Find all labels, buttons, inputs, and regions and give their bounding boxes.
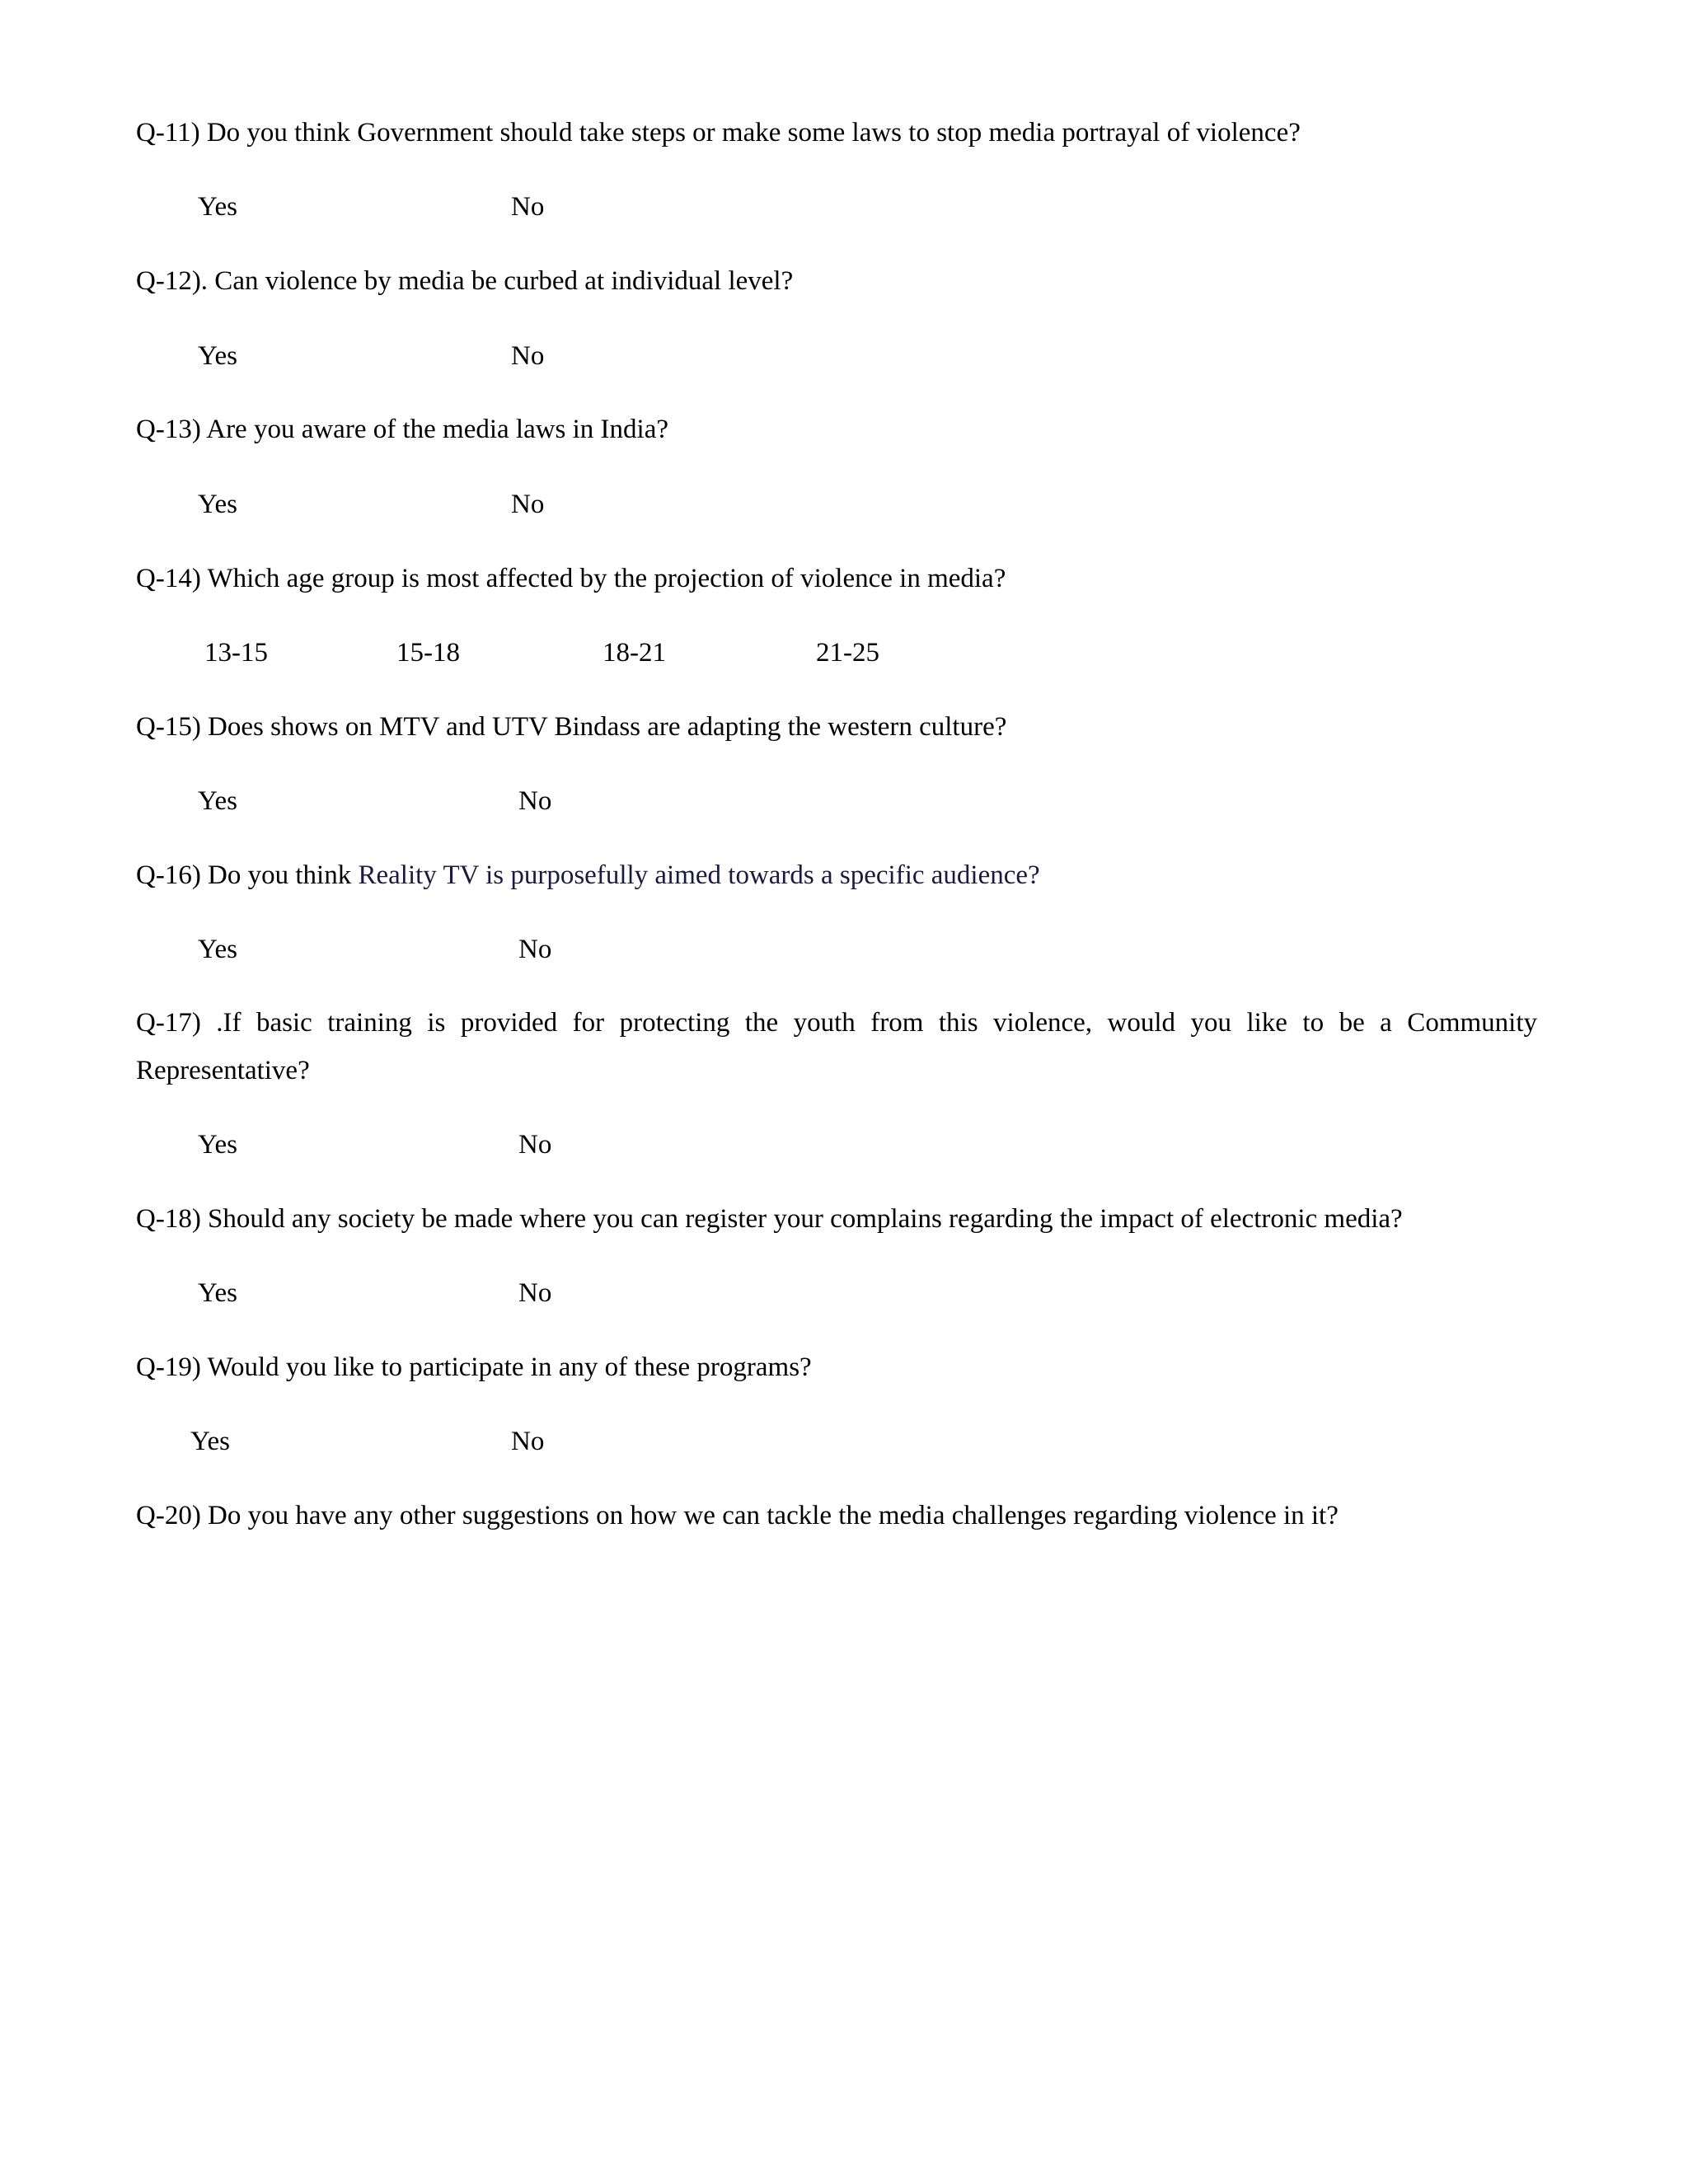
q19-option-no[interactable]: No bbox=[511, 1427, 545, 1456]
question-16-text-b: Reality TV is purposefully aimed towards a specific audience? bbox=[358, 860, 1040, 890]
q15-option-yes[interactable]: Yes bbox=[198, 786, 238, 816]
question-18: Q-18) Should any society be made where you can register your complains regarding the impact of electronic media? bbox=[136, 1204, 1403, 1234]
question-15: Q-15) Does shows on MTV and UTV Bindass are adapting the western culture? bbox=[136, 712, 1007, 742]
question-11: Q-11) Do you think Government should take steps or make some laws to stop media portrayal of violence? bbox=[136, 118, 1301, 148]
q18-option-yes[interactable]: Yes bbox=[198, 1278, 238, 1308]
q19-option-yes[interactable]: Yes bbox=[190, 1427, 231, 1456]
question-16 bbox=[136, 857, 1040, 893]
q12-option-no[interactable]: No bbox=[511, 341, 545, 371]
q11-option-no[interactable]: No bbox=[511, 192, 545, 222]
q11-option-yes[interactable]: Yes bbox=[198, 192, 238, 222]
question-13: Q-13) Are you aware of the media laws in India? bbox=[136, 415, 669, 444]
question-17-line-2: Representative? bbox=[136, 1056, 310, 1085]
q16-option-yes[interactable]: Yes bbox=[198, 935, 238, 964]
question-19: Q-19) Would you like to participate in any of these programs? bbox=[136, 1352, 812, 1382]
question-16-text-a: Q-16) Do you think bbox=[136, 860, 359, 890]
q18-option-no[interactable]: No bbox=[518, 1278, 552, 1308]
question-17-line-1: Q-17) .If basic training is provided for protecting the youth from this violence, would you like to be a Community bbox=[136, 1008, 1537, 1038]
q14-option-15-18[interactable]: 15-18 bbox=[396, 638, 460, 668]
q13-option-no[interactable]: No bbox=[511, 490, 545, 519]
q14-option-18-21[interactable]: 18-21 bbox=[603, 638, 666, 668]
q16-option-no[interactable]: No bbox=[518, 935, 552, 964]
q17-option-no[interactable]: No bbox=[518, 1130, 552, 1160]
question-12: Q-12). Can violence by media be curbed at individual level? bbox=[136, 266, 794, 296]
q14-option-13-15[interactable]: 13-15 bbox=[204, 638, 268, 668]
q13-option-yes[interactable]: Yes bbox=[198, 490, 238, 519]
q15-option-no[interactable]: No bbox=[518, 786, 552, 816]
question-20: Q-20) Do you have any other suggestions on how we can tackle the media challenges regarding violence in it? bbox=[136, 1501, 1339, 1530]
question-17 bbox=[136, 999, 1537, 1094]
q14-option-21-25[interactable]: 21-25 bbox=[816, 638, 879, 668]
q12-option-yes[interactable]: Yes bbox=[198, 341, 238, 371]
q17-option-yes[interactable]: Yes bbox=[198, 1130, 238, 1160]
question-14: Q-14) Which age group is most affected by the projection of violence in media? bbox=[136, 564, 1006, 593]
